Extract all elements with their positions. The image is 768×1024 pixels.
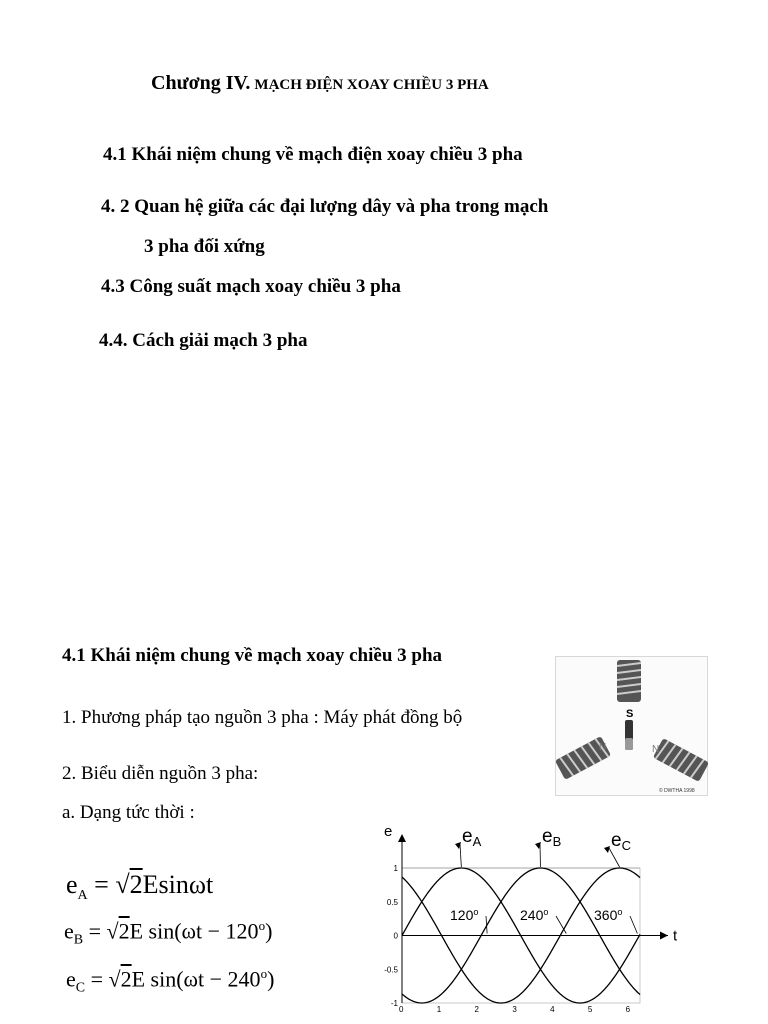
- x-tick-label: 6: [625, 1005, 631, 1014]
- rotor-magnet: [625, 720, 633, 750]
- phase-annotation-pointer: [486, 916, 487, 934]
- toc-item-1: 4.1 Khái niệm chung về mạch điện xoay chiều 3 pha: [103, 144, 523, 165]
- chapter-name: MẠCH ĐIỆN XOAY CHIỀU 3 PHA: [254, 77, 489, 93]
- chapter-number: Chương IV.: [151, 72, 251, 94]
- x-tick-label: 3: [512, 1005, 517, 1014]
- phase-annotation: 360$^o$: [594, 907, 623, 923]
- y-tick-label: -0.5: [384, 965, 398, 975]
- x-axis-arrow: [660, 932, 668, 940]
- series-label-a: $e_A$: [462, 826, 482, 849]
- x-tick-label: 1: [436, 1005, 442, 1014]
- y-tick-label: 1: [393, 864, 398, 873]
- three-phase-chart: [370, 820, 700, 1020]
- x-tick-label: 2: [474, 1005, 480, 1014]
- section-heading: 4.1 Khái niệm chung về mạch xoay chiều 3 pha: [62, 645, 443, 666]
- phase-annotation: 120$^o$: [450, 907, 479, 923]
- list-item-2: 2. Biểu diễn nguồn 3 pha:: [62, 763, 259, 784]
- y-axis-arrow: [398, 834, 406, 842]
- series-label-arrow-a: [460, 844, 461, 867]
- x-axis-label: t: [673, 927, 678, 945]
- series-label-c: $e_C$: [611, 830, 631, 853]
- phase-annotation-pointer: [630, 916, 637, 934]
- generator-figure: [555, 656, 708, 796]
- sub-item-a: a. Dạng tức thời :: [62, 802, 195, 823]
- x-tick-label: 4: [550, 1005, 555, 1014]
- x-tick-label: 0: [399, 1005, 404, 1014]
- pole-s-label: S: [626, 708, 634, 720]
- phase-annotation-pointer: [556, 916, 566, 934]
- pole-n-label-right: N: [652, 744, 660, 755]
- coil-top: [617, 660, 641, 702]
- toc-item-3: 4.3 Công suất mạch xoay chiều 3 pha: [101, 276, 401, 297]
- phase-annotation: 240$^o$: [520, 907, 549, 923]
- chapter-title: [151, 72, 489, 95]
- equation-ea: $e_A = √2Esin\omega t$: [66, 870, 214, 904]
- equation-eb: $e_B = √2E$ $\sin(\omega t - 120^o)$: [64, 918, 273, 948]
- y-tick-label: 0.5: [386, 897, 398, 907]
- y-tick-label: -1: [390, 999, 398, 1008]
- toc-item-4: 4.4. Cách giải mạch 3 pha: [99, 330, 308, 351]
- pole-n-label-left: N: [599, 742, 607, 753]
- toc-item-2-cont: 3 pha đối xứng: [144, 236, 265, 257]
- x-tick-label: 5: [587, 1005, 593, 1014]
- y-axis-label: e: [384, 823, 393, 840]
- series-label-arrowhead-c: [604, 846, 610, 853]
- list-item-1: 1. Phương pháp tạo nguồn 3 pha : Máy phát đồng bộ: [62, 707, 463, 728]
- equation-ec: $e_C = √2E$ $\sin(\omega t - 240^o)$: [66, 966, 275, 996]
- y-tick-label: 0: [393, 931, 398, 941]
- figure-credit: © DWTHA 1998: [659, 788, 695, 794]
- toc-item-2: 4. 2 Quan hệ giữa các đại lượng dây và pha trong mạch: [101, 196, 549, 217]
- series-label-b: $e_B$: [542, 826, 562, 849]
